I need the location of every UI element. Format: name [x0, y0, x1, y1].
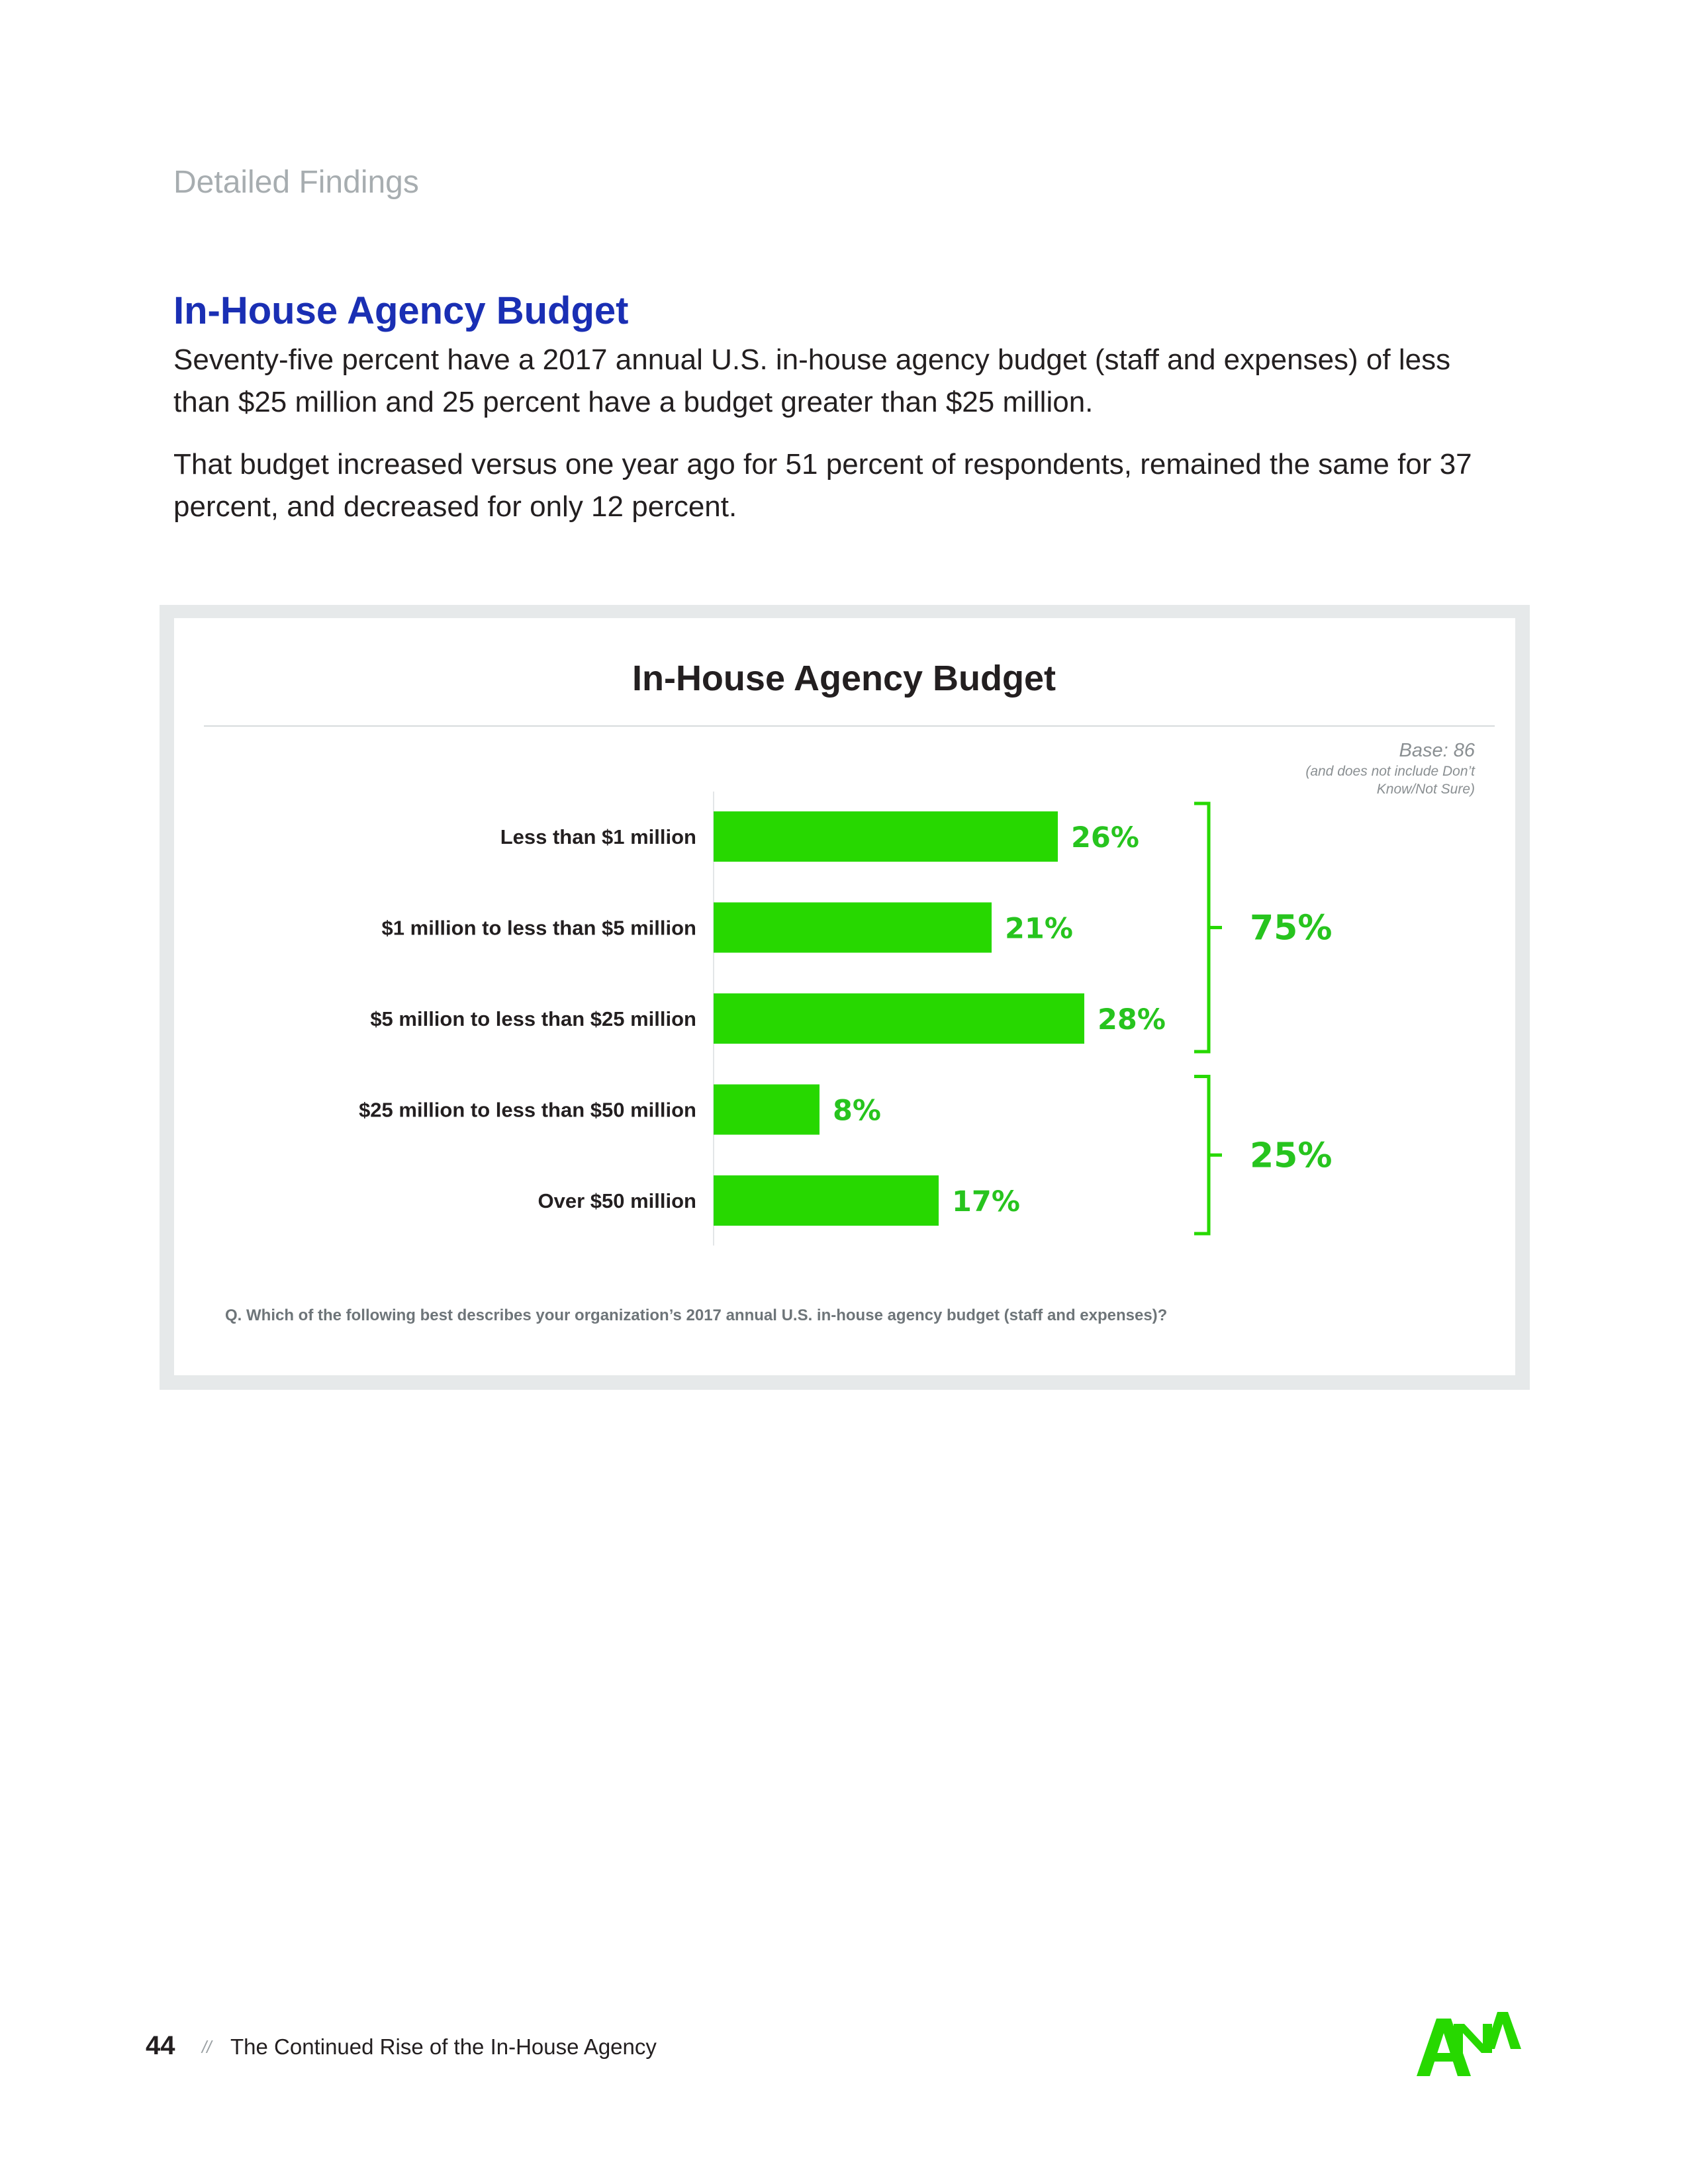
- ana-logo: [1417, 2012, 1523, 2078]
- bar-4: [714, 1085, 820, 1135]
- bar-1: [714, 811, 1058, 862]
- group-total-2: 25%: [1250, 1136, 1333, 1176]
- body-paragraph-2: That budget increased versus one year ago for 51 percent of respondents, remained the same for 37 percent, and decreased for only 12 percent.: [173, 448, 1472, 523]
- bar-2: [714, 903, 992, 953]
- survey-question: Q. Which of the following best describes your organization’s 2017 annual U.S. in-house agency budget (staff and expenses)?: [225, 1306, 1168, 1324]
- page-number: 44: [146, 2031, 175, 2060]
- base-note-main: Base: 86: [1399, 740, 1475, 761]
- publication-title: The Continued Rise of the In-House Agency: [230, 2034, 657, 2059]
- footer-separator: //: [202, 2037, 212, 2057]
- group-bracket-2: [1194, 1077, 1222, 1234]
- page-heading: In-House Agency Budget: [173, 289, 629, 332]
- category-label-1: Less than $1 million: [500, 825, 696, 848]
- value-label-1: 26%: [1071, 821, 1139, 854]
- bar-3: [714, 993, 1084, 1044]
- base-note-sub: (and does not include Don’t Know/Not Sure): [1305, 764, 1475, 797]
- bar-5: [714, 1175, 939, 1226]
- section-label: Detailed Findings: [173, 165, 419, 200]
- category-label-4: $25 million to less than $50 million: [359, 1098, 696, 1122]
- category-label-2: $1 million to less than $5 million: [381, 916, 696, 940]
- category-label-3: $5 million to less than $25 million: [370, 1007, 696, 1030]
- value-label-5: 17%: [952, 1185, 1020, 1218]
- value-label-3: 28%: [1098, 1003, 1166, 1036]
- group-bracket-1: [1194, 803, 1222, 1052]
- group-total-1: 75%: [1250, 908, 1333, 948]
- chart-title: In-House Agency Budget: [632, 659, 1056, 698]
- value-label-4: 8%: [833, 1094, 882, 1128]
- category-label-5: Over $50 million: [538, 1189, 696, 1212]
- value-label-2: 21%: [1005, 912, 1073, 946]
- body-paragraph-1: Seventy-five percent have a 2017 annual U.S. in-house agency budget (staff and expenses) of less than $25 million and 25 percent have a budget greater than $25 million.: [173, 343, 1451, 418]
